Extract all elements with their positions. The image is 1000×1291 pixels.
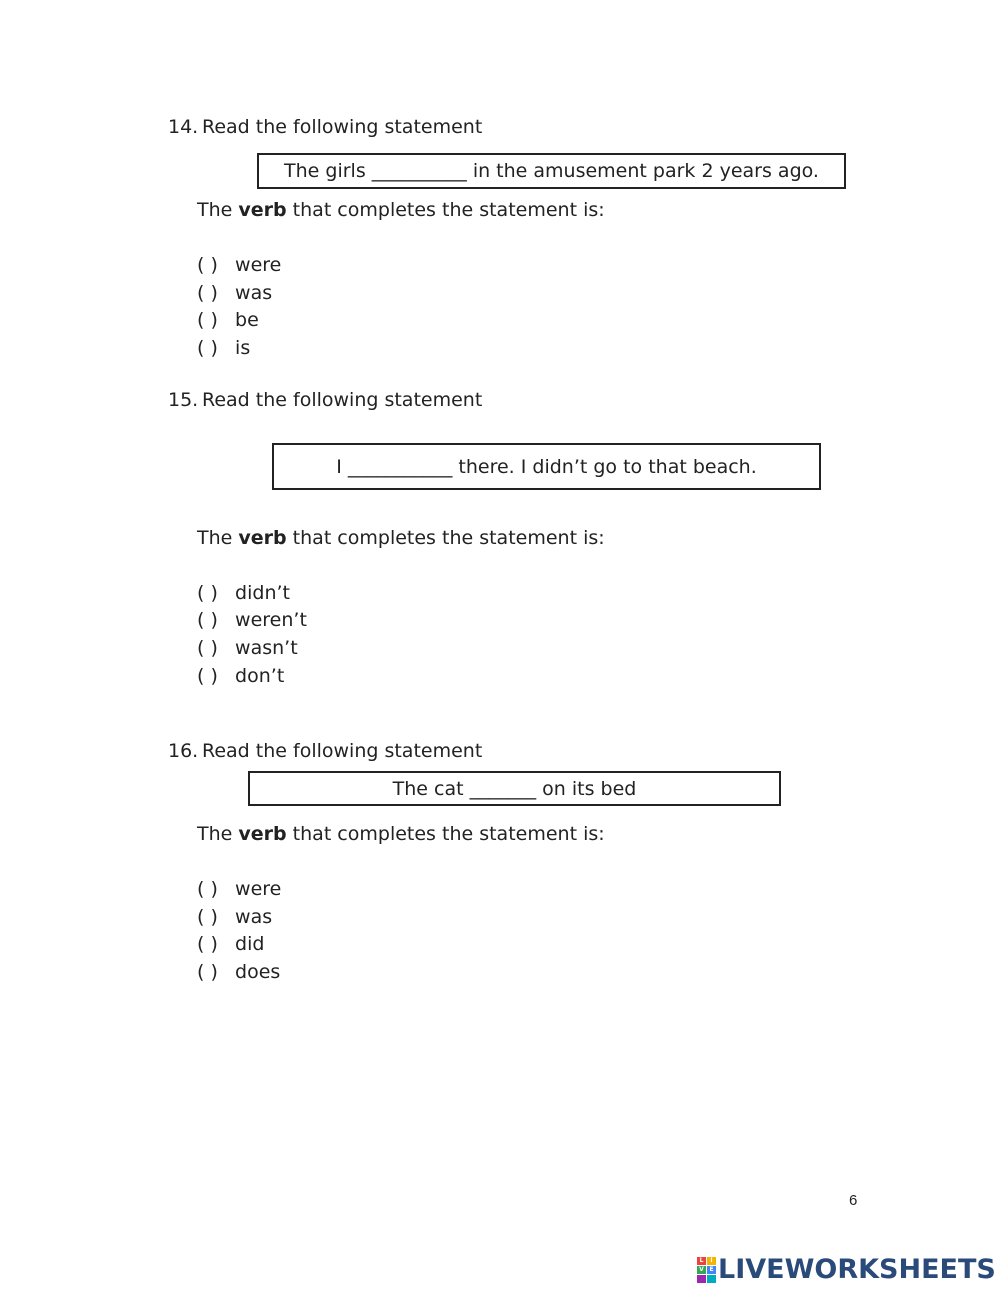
prompt-14 bbox=[197, 199, 605, 221]
option-checkbox[interactable]: ( ) bbox=[197, 582, 218, 604]
logo-square: V bbox=[697, 1266, 706, 1274]
option-label: was bbox=[235, 906, 273, 928]
question-title: Read the following statement bbox=[202, 740, 483, 762]
prompt-pre: The bbox=[197, 527, 239, 549]
logo-square bbox=[697, 1275, 706, 1283]
option-label: don’t bbox=[235, 665, 285, 687]
option-checkbox[interactable]: ( ) bbox=[197, 961, 218, 983]
prompt-bold: verb bbox=[238, 527, 287, 549]
option-14-d[interactable] bbox=[197, 337, 250, 359]
option-label: be bbox=[235, 309, 259, 331]
question-15-title bbox=[168, 389, 482, 411]
question-14-title bbox=[168, 116, 482, 138]
option-14-a[interactable] bbox=[197, 254, 281, 276]
logo-square: L bbox=[697, 1257, 706, 1265]
prompt-post: that completes the statement is: bbox=[286, 199, 605, 221]
option-label: were bbox=[235, 254, 282, 276]
option-16-d[interactable] bbox=[197, 961, 280, 983]
option-checkbox[interactable]: ( ) bbox=[197, 309, 218, 331]
option-label: is bbox=[235, 337, 251, 359]
question-number: 14. bbox=[168, 116, 199, 138]
option-14-c[interactable] bbox=[197, 309, 259, 331]
statement-text: I ___________ there. I didn’t go to that beach. bbox=[336, 455, 757, 478]
option-label: does bbox=[235, 961, 281, 983]
option-16-c[interactable] bbox=[197, 933, 264, 955]
prompt-bold: verb bbox=[238, 199, 287, 221]
option-15-c[interactable] bbox=[197, 637, 298, 659]
logo-square: I bbox=[707, 1257, 716, 1265]
prompt-pre: The bbox=[197, 823, 239, 845]
statement-text: The cat _______ on its bed bbox=[392, 777, 637, 800]
prompt-bold: verb bbox=[238, 823, 287, 845]
option-checkbox[interactable]: ( ) bbox=[197, 282, 218, 304]
question-title: Read the following statement bbox=[202, 389, 483, 411]
option-checkbox[interactable]: ( ) bbox=[197, 637, 218, 659]
option-label: was bbox=[235, 282, 273, 304]
option-label: wasn’t bbox=[235, 637, 298, 659]
option-checkbox[interactable]: ( ) bbox=[197, 878, 218, 900]
option-label: were bbox=[235, 878, 282, 900]
option-label: did bbox=[235, 933, 265, 955]
statement-box-14 bbox=[257, 153, 846, 189]
prompt-16 bbox=[197, 823, 605, 845]
option-15-d[interactable] bbox=[197, 665, 284, 687]
statement-box-15 bbox=[272, 443, 821, 490]
question-number: 15. bbox=[168, 389, 199, 411]
statement-text: The girls __________ in the amusement park 2 years ago. bbox=[284, 160, 819, 182]
option-checkbox[interactable]: ( ) bbox=[197, 933, 218, 955]
prompt-post: that completes the statement is: bbox=[286, 823, 605, 845]
option-16-a[interactable] bbox=[197, 878, 281, 900]
prompt-pre: The bbox=[197, 199, 239, 221]
prompt-15 bbox=[197, 527, 605, 549]
option-checkbox[interactable]: ( ) bbox=[197, 906, 218, 928]
logo-icon bbox=[697, 1257, 716, 1283]
logo-square bbox=[707, 1275, 716, 1283]
option-14-b[interactable] bbox=[197, 282, 272, 304]
option-checkbox[interactable]: ( ) bbox=[197, 337, 218, 359]
question-16-title bbox=[168, 740, 482, 762]
page-number: 6 bbox=[849, 1192, 858, 1209]
option-checkbox[interactable]: ( ) bbox=[197, 609, 218, 631]
logo-square: E bbox=[707, 1266, 716, 1274]
option-label: didn’t bbox=[235, 582, 290, 604]
option-label: weren’t bbox=[235, 609, 307, 631]
logo-text: LIVEWORKSHEETS bbox=[718, 1254, 996, 1285]
option-checkbox[interactable]: ( ) bbox=[197, 254, 218, 276]
question-number: 16. bbox=[168, 740, 199, 762]
prompt-post: that completes the statement is: bbox=[286, 527, 605, 549]
statement-box-16 bbox=[248, 771, 781, 806]
option-16-b[interactable] bbox=[197, 906, 272, 928]
liveworksheets-logo bbox=[697, 1254, 996, 1285]
question-title: Read the following statement bbox=[202, 116, 483, 138]
option-15-b[interactable] bbox=[197, 609, 307, 631]
option-checkbox[interactable]: ( ) bbox=[197, 665, 218, 687]
option-15-a[interactable] bbox=[197, 582, 290, 604]
